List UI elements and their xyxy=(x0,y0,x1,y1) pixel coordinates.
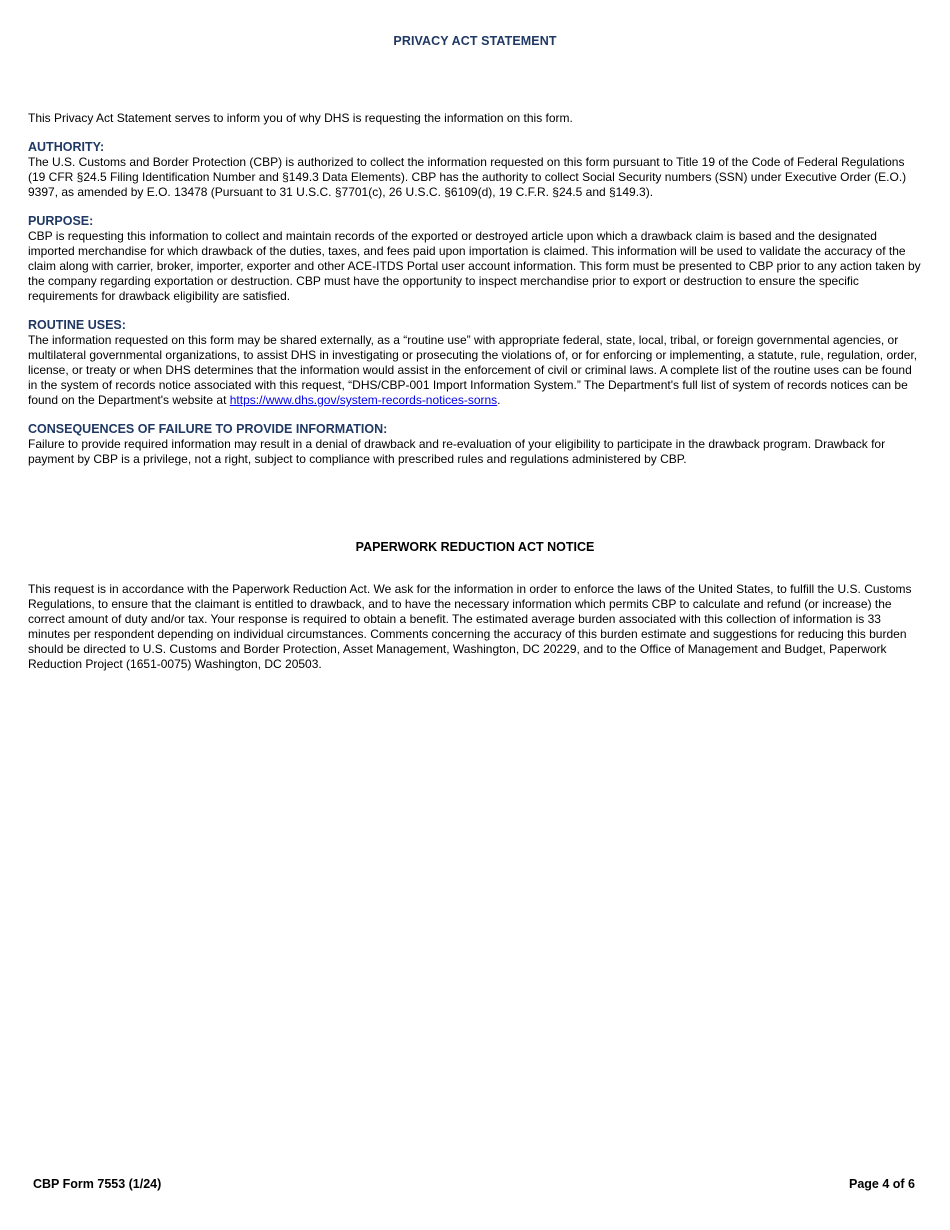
consequences-heading: CONSEQUENCES OF FAILURE TO PROVIDE INFORMATION: xyxy=(28,422,388,436)
authority-heading: AUTHORITY: xyxy=(28,140,105,154)
sorns-link[interactable]: https://www.dhs.gov/system-records-notices-sorns xyxy=(229,393,498,407)
paperwork-reduction-body: This request is in accordance with the Paperwork Reduction Act. We ask for the information in order to enforce the laws of the United States, to fulfill the U.S. Customs Regulations, to ensure that the claimant is entitled to drawback, and to have the necessary information which permits CBP to calculate and refund (or increase) the correct amount of duty and/or tax. Your response is required to obtain a benefit. The estimated average burden associated with this collection of information is 33 minutes per respondent depending on individual circumstances. Comments concerning the accuracy of this burden estimate and suggestions for reducing this burden should be directed to U.S. Customs and Border Protection, Asset Management, Washington, DC 20229, and to the Office of Management and Budget, Paperwork Reduction Project (1651-0075) Washington, DC 20503. xyxy=(28,582,912,671)
footer-page-number: Page 4 of 6 xyxy=(849,1177,915,1191)
paperwork-reduction-title: PAPERWORK REDUCTION ACT NOTICE xyxy=(355,540,595,554)
routine-uses-body xyxy=(28,333,921,408)
consequences-body: Failure to provide required information may result in a denial of drawback and re-evaluation of your eligibility to participate in the drawback program. Drawback for payment by CBP is a privilege, not a right, subject to compliance with prescribed rules and regulations administered by CBP. xyxy=(28,437,886,466)
consequences-section xyxy=(28,422,921,467)
privacy-act-title: PRIVACY ACT STATEMENT xyxy=(393,34,557,48)
routine-uses-text: The information requested on this form may be shared externally, as a “routine use” with appropriate federal, state, local, tribal, or foreign governmental agencies, or multilateral governmental organizations, to assist DHS in investigating or prosecuting the violations of, or for enforcing or implementing, a statute, rule, regulation, order, license, or treaty or when DHS determines that the information would assist in the enforcement of civil or criminal laws. A complete list of the routine uses can be found in the system of records notice associated with this request, “DHS/CBP-001 Import Information System.” The Department's full list of system of records notices can be found on the Department's website at xyxy=(28,333,918,407)
authority-section xyxy=(28,140,921,200)
footer-form-id: CBP Form 7553 (1/24) xyxy=(33,1177,162,1191)
routine-uses-text-end: . xyxy=(497,393,501,407)
purpose-body: CBP is requesting this information to collect and maintain records of the exported or destroyed article upon which a drawback claim is based and the designated imported merchandise for which drawback of the duties, taxes, and fees paid upon importation is claimed. This information will be used to validate the accuracy of the claim along with carrier, broker, importer, exporter and other ACE-ITDS Portal user account information. This form must be presented to CBP prior to any action taken by the company regarding exportation or destruction. CBP must have the opportunity to inspect merchandise prior to export or destruction to ensure the specific requirements for drawback eligibility are satisfied. xyxy=(28,229,921,303)
routine-uses-section xyxy=(28,318,921,408)
routine-uses-heading: ROUTINE USES: xyxy=(28,318,126,332)
privacy-act-content xyxy=(28,111,921,481)
purpose-heading: PURPOSE: xyxy=(28,214,94,228)
purpose-section xyxy=(28,214,921,304)
authority-body: The U.S. Customs and Border Protection (CBP) is authorized to collect the information requested on this form pursuant to Title 19 of the Code of Federal Regulations (19 CFR §24.5 Filing Identification Number and §149.3 Data Elements). CBP has the authority to collect Social Security numbers (SSN) under Executive Order (E.O.) 9397, as amended by E.O. 13478 (Pursuant to 31 U.S.C. §7701(c), 26 U.S.C. §6109(d), 19 C.F.R. §24.5 and §149.3). xyxy=(28,155,907,199)
privacy-intro: This Privacy Act Statement serves to inform you of why DHS is requesting the information on this form. xyxy=(28,111,573,125)
